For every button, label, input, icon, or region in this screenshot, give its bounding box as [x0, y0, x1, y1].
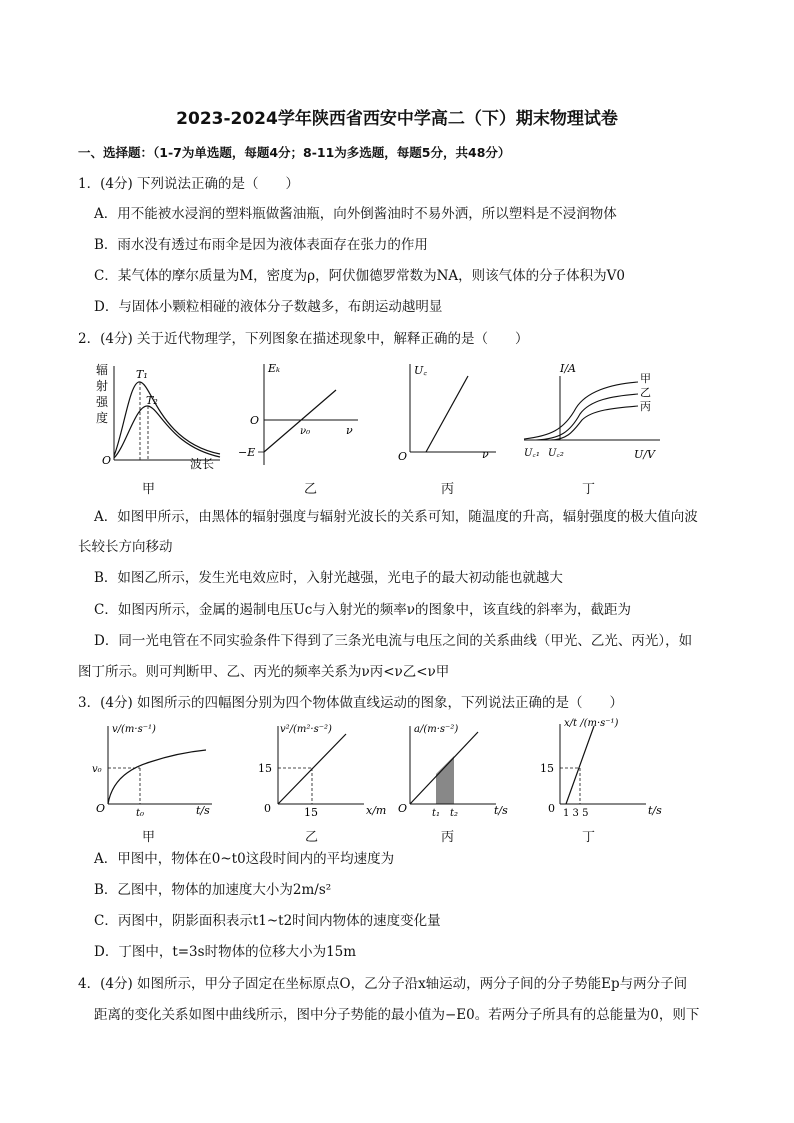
q3-yi-ylabel: v²/(m²·s⁻²): [280, 724, 332, 735]
q3-caption-bing: 丙: [441, 830, 455, 845]
q2-caption-yi: 乙: [304, 482, 318, 497]
q2-bing-xlabel: ν: [482, 448, 489, 461]
q3-ding-ticks: 1 3 5: [563, 808, 589, 819]
q2-ding-legend-bing: 丙: [640, 400, 651, 413]
q2-ding-uc1: U꜀₁: [524, 448, 540, 459]
q3-bing-t2: t₂: [450, 808, 459, 819]
q2-caption-jia: 甲: [142, 482, 156, 497]
q3-yi-origin: 0: [264, 802, 271, 815]
q3-caption-ding: 丁: [582, 830, 596, 845]
q1-option-c: C．某气体的摩尔质量为M，密度为ρ，阿伏伽德罗常数为NA，则该气体的分子体积为V0: [94, 268, 625, 284]
page-title: 2023-2024学年陕西省西安中学高二（下）期末物理试卷: [176, 109, 618, 129]
q2-option-a: A．如图甲所示，由黑体的辐射强度与辐射光波长的关系可知，随温度的升高，辐射强度的极大值向波: [94, 509, 698, 525]
q3-yi-15y: 15: [258, 762, 272, 775]
q3-bing-ylabel: a/(m·s⁻²): [414, 724, 459, 735]
q2-figure-yi: [236, 360, 366, 470]
q3-caption-jia: 甲: [142, 830, 156, 845]
q2-yi-origin: O: [250, 414, 260, 427]
q2-caption-bing: 丙: [441, 482, 455, 497]
q3-stem: 3．(4分) 如图所示的四幅图分别为四个物体做直线运动的图象，下列说法正确的是（ ）: [78, 695, 624, 711]
q2-jia-origin: O: [102, 454, 112, 467]
q3-bing-t1: t₁: [432, 808, 441, 819]
q3-jia-origin: O: [96, 802, 106, 815]
q3-option-d: D．丁图中，t=3s时物体的位移大小为15m: [94, 944, 357, 960]
q2-bing-ylabel: U꜀: [414, 364, 428, 377]
q2-yi-ylabel: Eₖ: [268, 362, 281, 375]
q3-figure-jia: [90, 720, 220, 820]
q2-ding-legend-jia: 甲: [640, 372, 651, 385]
q4-line-1: 4．(4分) 如图所示，甲分子固定在坐标原点O，乙分子沿x轴运动，两分子间的分子势能Ep与两分子间: [78, 976, 688, 992]
q3-jia-ylabel: v/(m·s⁻¹): [112, 724, 156, 735]
q2-ding-legend-yi: 乙: [640, 386, 651, 399]
q3-figure-bing: [396, 720, 526, 820]
q2-option-d: D．同一光电管在不同实验条件下得到了三条光电流与电压之间的关系曲线（甲光、乙光、丙光），如: [94, 633, 693, 649]
q2-figure-jia: [90, 360, 230, 470]
q2-figure-bing: [396, 360, 506, 470]
q2-jia-t2: T₂: [146, 394, 158, 407]
q3-option-c: C．丙图中，阴影面积表示t1~t2时间内物体的速度变化量: [94, 913, 441, 929]
q2-ding-uc2: U꜀₂: [548, 448, 564, 459]
q3-jia-xlabel: t/s: [196, 804, 210, 817]
section-heading: 一、选择题：（1-7为单选题，每题4分；8-11为多选题，每题5分，共48分）: [78, 145, 511, 160]
q3-option-a: A．甲图中，物体在0~t0这段时间内的平均速度为: [94, 851, 395, 867]
q3-yi-15x: 15: [304, 806, 318, 819]
q2-yi-xlabel: ν: [346, 424, 353, 437]
q2-ding-xlabel: U/V: [634, 448, 655, 461]
q3-yi-xlabel: x/m: [366, 804, 387, 817]
q3-figure-ding: [530, 716, 670, 820]
q1-stem: 1．(4分) 下列说法正确的是（ ）: [78, 176, 300, 192]
q3-jia-v0: v₀: [92, 764, 102, 775]
q2-yi-neg: −E: [238, 446, 256, 459]
q3-ding-ylabel: x/t /(m·s⁻¹): [564, 718, 619, 729]
q1-option-b: B．雨水没有透过布雨伞是因为液体表面存在张力的作用: [94, 237, 428, 253]
q2-yi-v0: ν₀: [300, 426, 311, 437]
q2-option-d-cont: 图丁所示。则可判断甲、乙、丙光的频率关系为ν丙<ν乙<ν甲: [78, 664, 450, 680]
q1-option-d: D．与固体小颗粒相碰的液体分子数越多，布朗运动越明显: [94, 299, 443, 315]
q3-bing-xlabel: t/s: [494, 804, 508, 817]
q2-option-a-cont: 长较长方向移动: [78, 539, 173, 555]
q2-figure-ding: [520, 360, 670, 470]
q3-ding-origin: 0: [548, 802, 555, 815]
q2-option-c: C．如图丙所示，金属的遏制电压Uc与入射光的频率ν的图象中，该直线的斜率为，截距为: [94, 602, 631, 618]
q3-bing-origin: O: [398, 802, 408, 815]
q3-jia-t0: t₀: [136, 808, 145, 819]
q2-jia-xlabel: 波长: [190, 457, 215, 470]
q2-ding-ylabel: I/A: [560, 362, 576, 375]
q3-caption-yi: 乙: [305, 830, 319, 845]
q2-jia-t1: T₁: [136, 368, 148, 381]
q2-caption-ding: 丁: [582, 482, 596, 497]
q2-stem: 2．(4分) 关于近代物理学，下列图象在描述现象中，解释正确的是（ ）: [78, 331, 529, 347]
q2-bing-origin: O: [398, 450, 408, 463]
q2-option-b: B．如图乙所示，发生光电效应时，入射光越强，光电子的最大初动能也就越大: [94, 570, 563, 586]
q3-ding-15: 15: [540, 762, 554, 775]
q3-figure-yi: [256, 720, 396, 820]
q3-ding-xlabel: t/s: [648, 804, 662, 817]
q4-line-2: 距离的变化关系如图中曲线所示，图中分子势能的最小值为−E0。若两分子所具有的总能量为0，则下: [94, 1007, 700, 1023]
q2-jia-ylabel: 辐射强度: [96, 363, 109, 425]
q1-option-a: A．用不能被水浸润的塑料瓶做酱油瓶，向外倒酱油时不易外洒，所以塑料是不浸润物体: [94, 206, 617, 222]
q3-option-b: B．乙图中，物体的加速度大小为2m/s²: [94, 882, 332, 898]
